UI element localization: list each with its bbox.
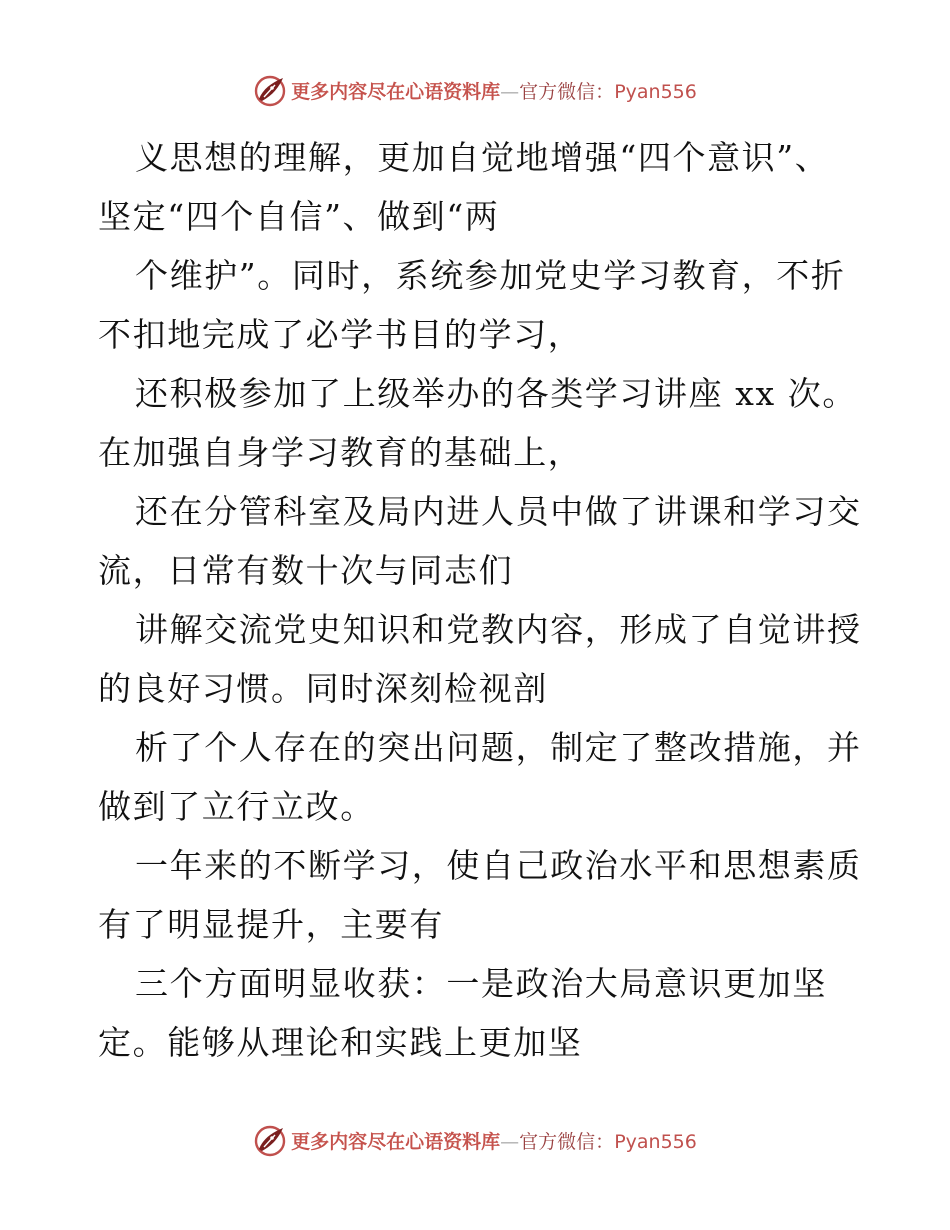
text-line: 三个方面明显收获：一是政治大局意识更加坚 [135, 964, 827, 1003]
banner-wechat-label: 官方微信： [519, 1130, 615, 1153]
banner-site-text: 更多内容尽在心语资料库 [291, 1130, 501, 1153]
text-line: 个维护”。同时，系统参加党史学习教育，不折 [135, 256, 846, 295]
footer-banner [0, 1120, 950, 1160]
text-line: 有了明显提升，主要有 [98, 905, 444, 944]
header-banner [0, 70, 950, 110]
text-line: 一年来的不断学习，使自己政治水平和思想素质 [135, 846, 862, 885]
banner-wechat-id: Pyan556 [614, 80, 697, 103]
banner-dash: — [500, 80, 520, 103]
text-line: 坚定“四个自信”、做到“两 [98, 197, 500, 236]
banner-dash: — [500, 1130, 520, 1153]
text-line: 的良好习惯。同时深刻检视剖 [98, 669, 548, 708]
banner-wechat-label: 官方微信： [519, 80, 615, 103]
banner-wechat-id: Pyan556 [614, 1130, 697, 1153]
text-line: 还在分管科室及局内进人员中做了讲课和学习交 [135, 492, 862, 531]
text-line: 不扣地完成了必学书目的学习， [98, 315, 583, 354]
pen-nib-logo-icon [253, 1123, 287, 1157]
text-line: 在加强自身学习教育的基础上， [98, 433, 583, 472]
text-line: 析了个人存在的突出问题，制定了整改措施，并 [135, 728, 862, 767]
text-line: 流，日常有数十次与同志们 [98, 551, 514, 590]
text-line: 还积极参加了上级举办的各类学习讲座 xx 次。 [135, 374, 858, 413]
text-line: 义思想的理解，更加自觉地增强“四个意识”、 [135, 138, 830, 177]
banner-text [291, 1127, 697, 1154]
pen-nib-logo-icon [253, 73, 287, 107]
document-body [98, 128, 862, 1072]
banner-site-text: 更多内容尽在心语资料库 [291, 80, 501, 103]
banner-text [291, 77, 697, 104]
text-line: 做到了立行立改。 [98, 787, 375, 826]
text-line: 讲解交流党史知识和党教内容，形成了自觉讲授 [135, 610, 862, 649]
text-line: 定。能够从理论和实践上更加坚 [98, 1023, 583, 1062]
